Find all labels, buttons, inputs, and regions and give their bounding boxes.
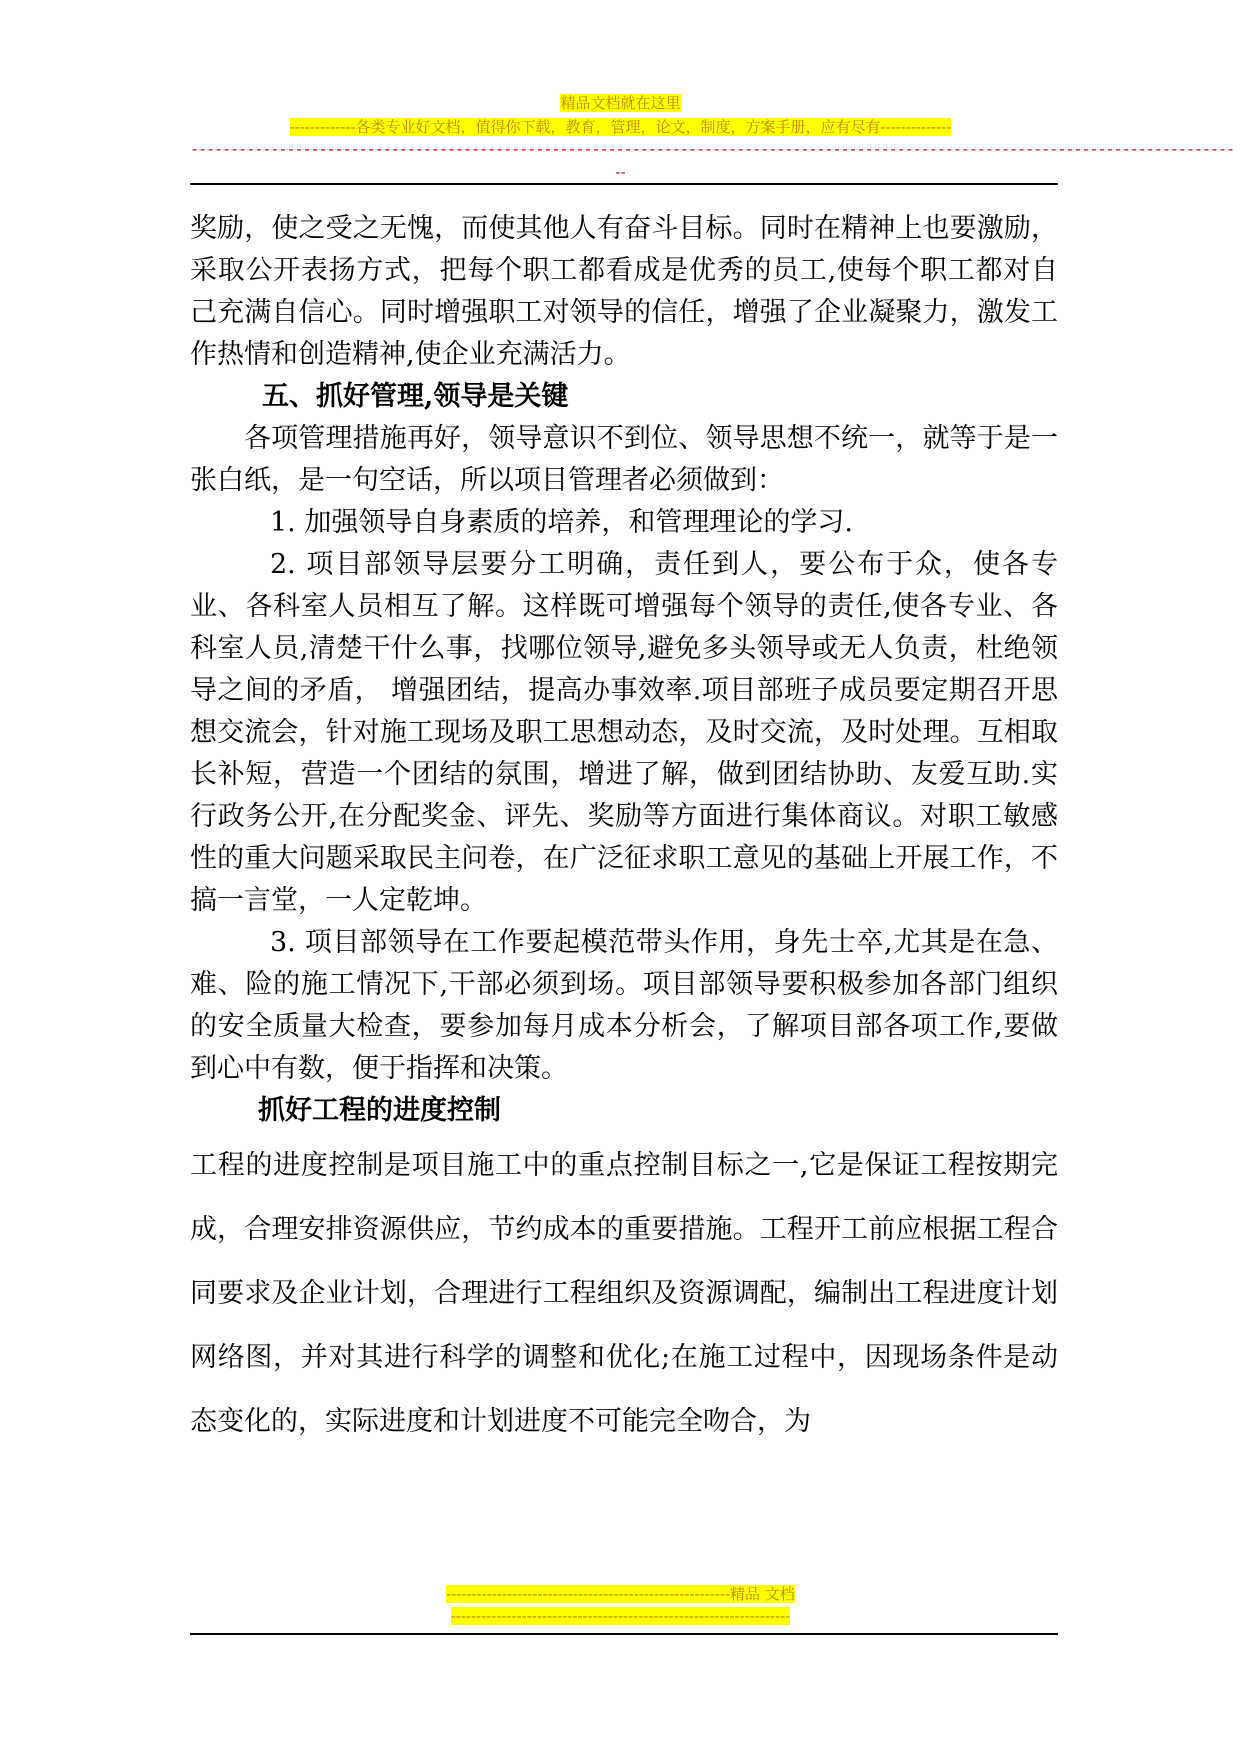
- footer-line-1: [0, 1584, 1241, 1604]
- header-dash-line: ----------------------------------------------------------------------------------------------------------------------------------: [190, 140, 1234, 158]
- paragraph-schedule: 工程的进度控制是项目施工中的重点控制目标之一,它是保证工程按期完成，合理安排资源供应，节约成本的重要措施。工程开工前应根据工程合同要求及企业计划，合理进行工程组织及资源调配，编制出工程进度计划网络图，并对其进行科学的调整和优化;在施工过程中，因现场条件是动态变化的，实际进度和计划进度不可能完全吻合，为: [190, 1150, 1058, 1437]
- section-heading-leadership: 五、抓好管理,领导是关键: [262, 381, 569, 412]
- footer-rule: [190, 1633, 1058, 1635]
- paragraph-intro: 奖励，使之受之无愧，而使其他人有奋斗目标。同时在精神上也要激励，采取公开表扬方式，把每个职工都看成是优秀的员工,使每个职工都对自己充满自信心。同时增强职工对领导的信任，增强了企业凝聚力，激发工作热情和创造精神,使企业充满活力。: [190, 213, 1058, 370]
- document-body: [190, 208, 1058, 1454]
- header-tagline: [0, 117, 1241, 137]
- paragraph-leadership: 各项管理措施再好，领导意识不到位、领导思想不统一，就等于是一张白纸，是一句空话，所以项目管理者必须做到：: [190, 423, 1058, 496]
- header-rule: [190, 183, 1058, 185]
- header-title: [0, 93, 1241, 113]
- header-tagline-text: -------------各类专业好文档，值得你下载，教育，管理，论文，制度，方案手册，应有尽有--------------: [289, 118, 952, 136]
- section-heading-schedule: 抓好工程的进度控制: [258, 1095, 501, 1126]
- list-item-1: 1. 加强领导自身素质的培养，和管理理论的学习.: [270, 507, 853, 538]
- header-title-text: 精品文档就在这里: [560, 94, 681, 112]
- list-item-2: 2. 项目部领导层要分工明确，责任到人，要公布于众，使各专业、各科室人员相互了解。这样既可增强每个领导的责任,使各专业、各科室人员,清楚干什么事，找哪位领导,避免多头领导或无人负责，杜绝领导之间的矛盾， 增强团结，提高办事效率.项目部班子成员要定期召开思想交流会，针对施工现场及职工思想动态，及时交流，及时处理。互相取长补短，营造一个团结的氛围，增进了解，做到团结协助、友爱互助.实行政务公开,在分配奖金、评先、奖励等方面进行集体商议。对职工敏感性的重大问题采取民主问卷，在广泛征求职工意见的基础上开展工作，不搞一言堂，一人定乾坤。: [190, 549, 1058, 916]
- footer-line-1-text: --------------------------------------------------------精品 文档: [446, 1585, 795, 1603]
- header-dash-tail: --: [615, 163, 626, 181]
- list-item-3: 3. 项目部领导在工作要起模范带头作用，身先士卒,尤其是在急、难、险的施工情况下,干部必须到场。项目部领导要积极参加各部门组织的安全质量大检查，要参加每月成本分析会，了解项目部各项工作,要做到心中有数，便于指挥和决策。: [190, 927, 1058, 1084]
- footer-line-2: [0, 1606, 1241, 1626]
- footer-line-2-text: -------------------------------------------------------------------: [450, 1607, 791, 1625]
